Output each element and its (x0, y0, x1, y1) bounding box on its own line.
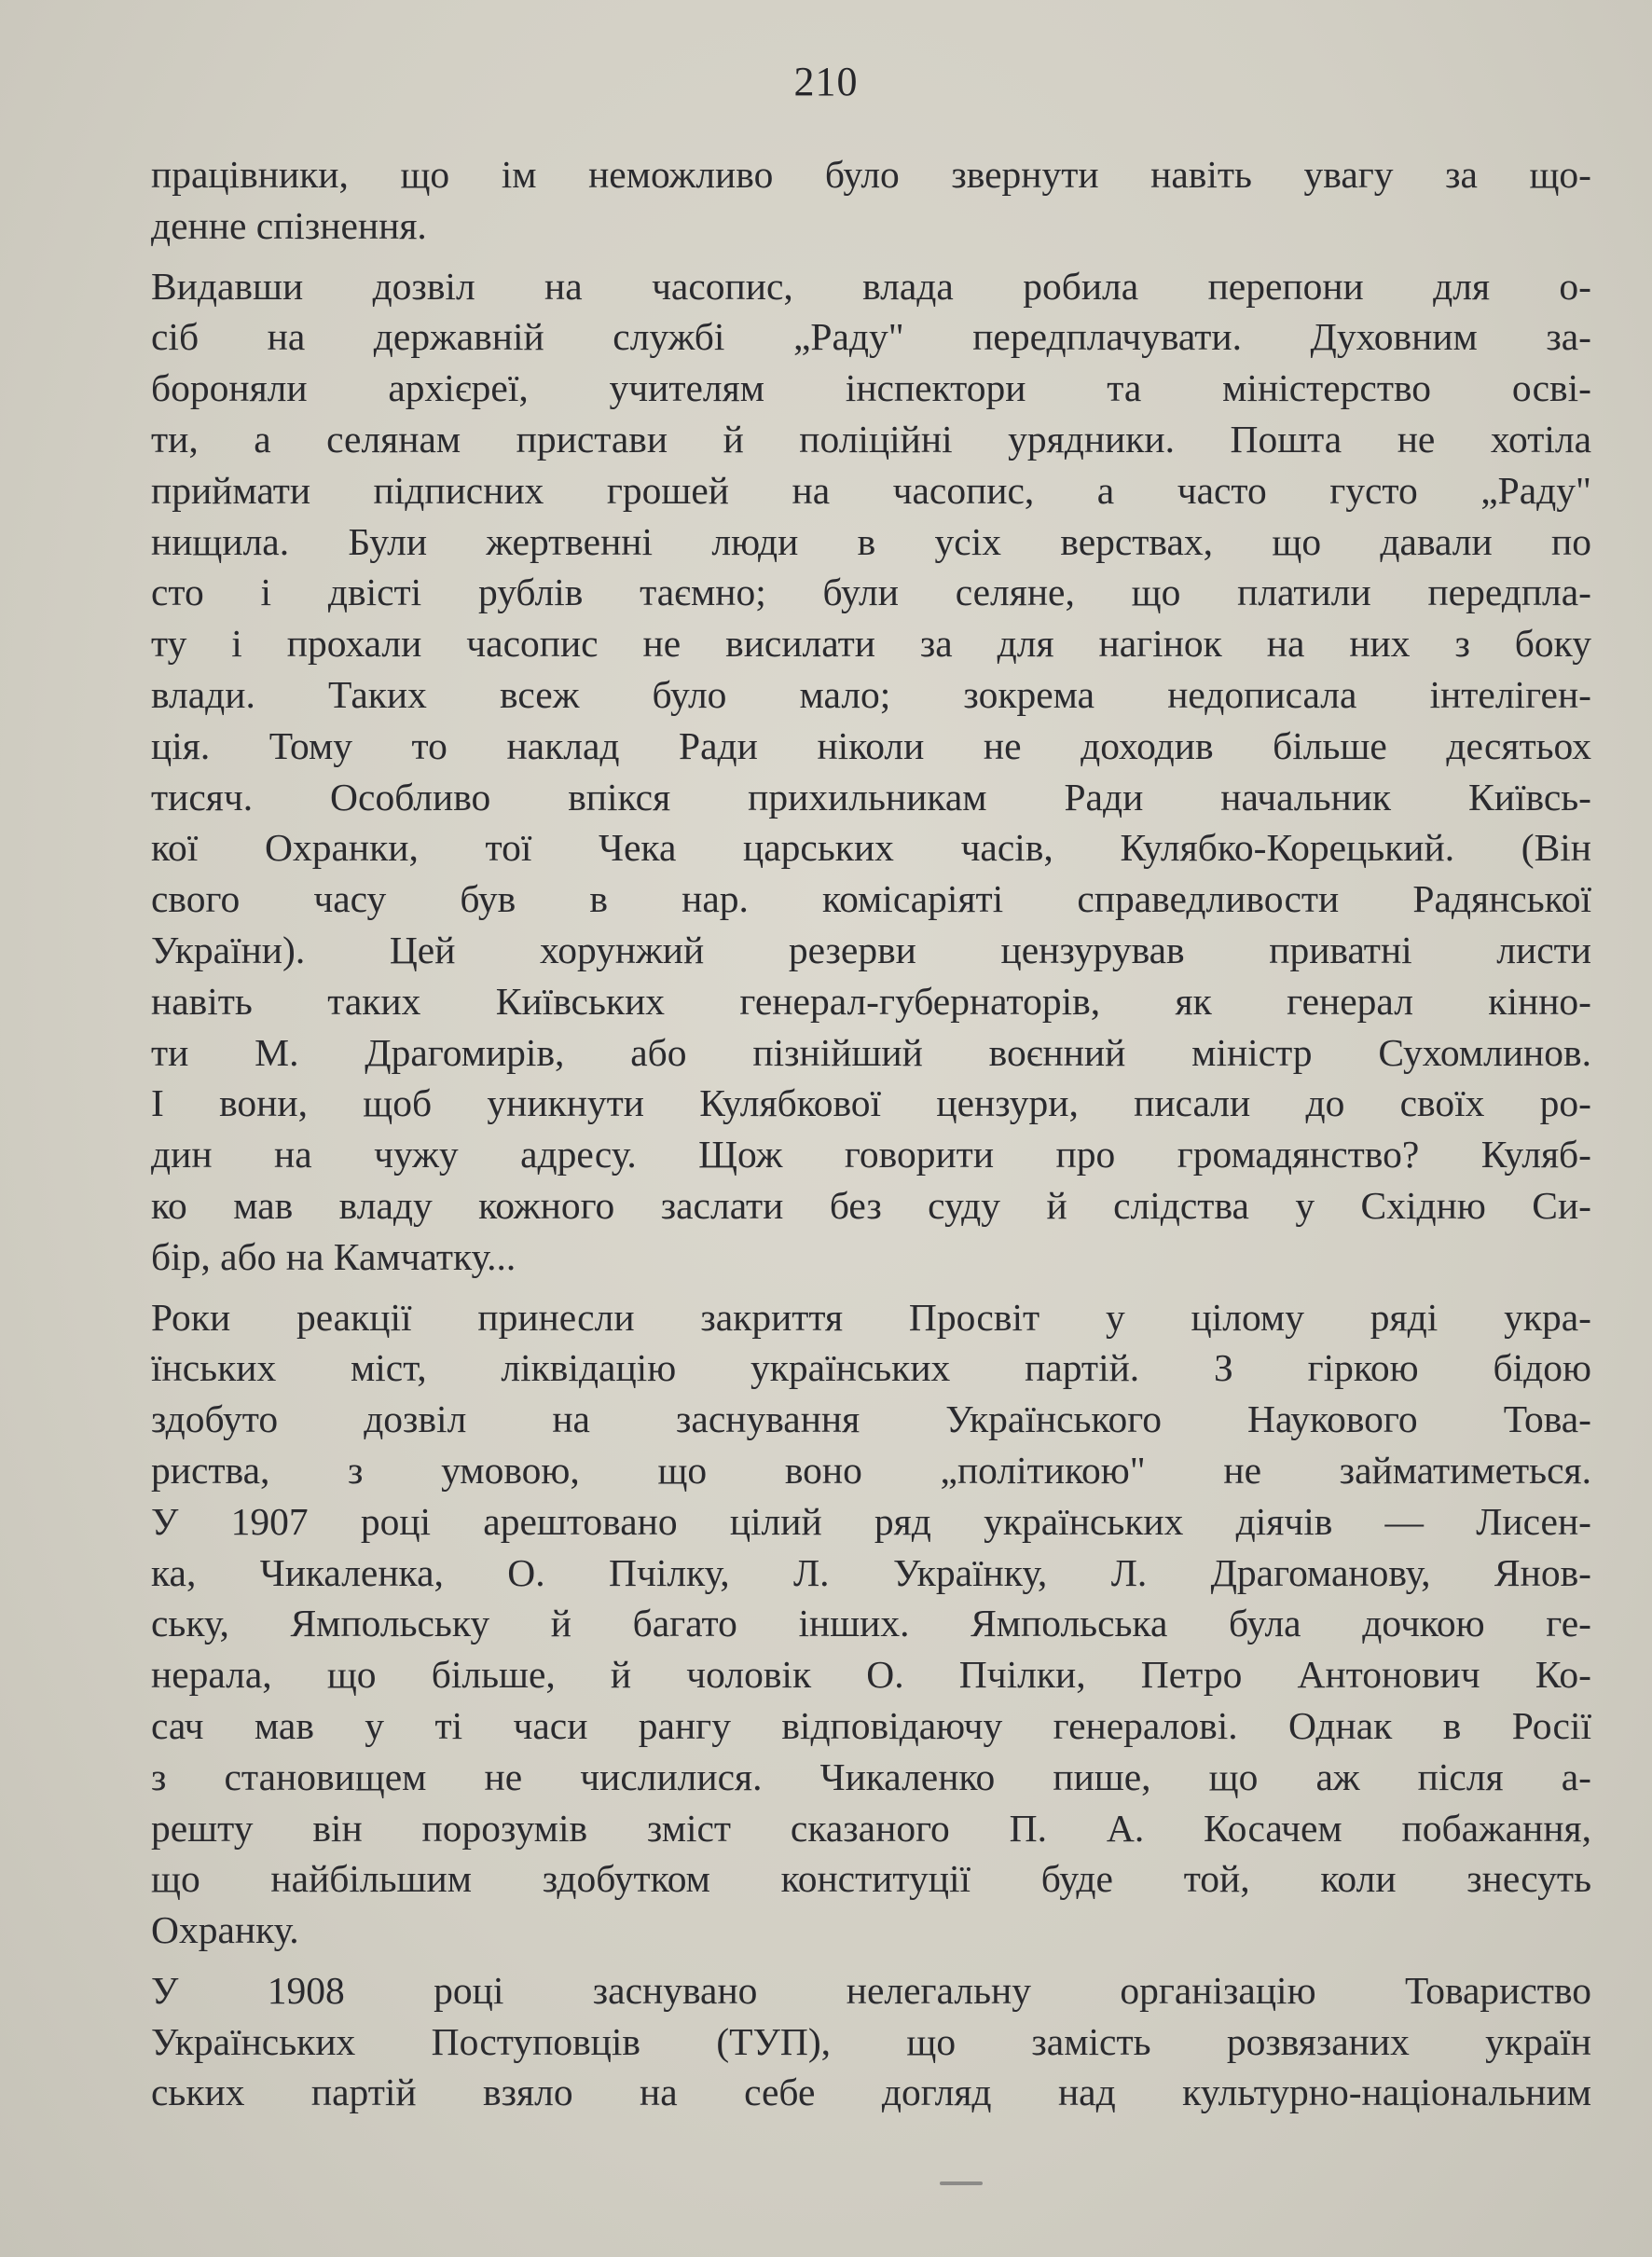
text-line: здобуто дозвіл на заснування Українського Наукового Това- (151, 1397, 1591, 1441)
text-line: ти М. Драгомирів, або пізнійший воєнний міністр Сухомлинов. (151, 1030, 1591, 1074)
text-line: ко мав владу кожного заслати без суду й слідства у Східню Си- (151, 1183, 1591, 1227)
text-line: ську, Ямпольську й багато інших. Ямпольська була дочкою ге- (151, 1602, 1591, 1645)
text-line: Українських Поступовців (ТУП), що замість розвязаних україн (151, 2019, 1591, 2063)
text-line: працівники, що ім неможливо було звернути навіть увагу за що- (151, 153, 1591, 196)
ink-mark (940, 2181, 983, 2185)
text-line: навіть таких Київських генерал-губернаторів, як генерал кінно- (151, 979, 1591, 1023)
text-line: ту і прохали часопис не висилати за для нагінок на них з боку (151, 622, 1591, 666)
text-line: Роки реакції принесли закриття Просвіт у цілому ряді укра- (151, 1295, 1591, 1339)
text-line: У 1908 році заснувано нелегальну організацію Товариство (151, 1968, 1591, 2012)
text-line: бороняли архієреї, учителям інспектори та міністерство осві- (151, 366, 1591, 410)
text-line: з становищем не числилися. Чикаленко пише, що аж після а- (151, 1755, 1591, 1798)
text-line: риства, з умовою, що воно „політикою" не займатиметься. (151, 1448, 1591, 1492)
text-line: решту він порозумів зміст сказаного П. А. Косачем побажання, (151, 1806, 1591, 1850)
text-line: сіб на державній службі „Раду" передплачувати. Духовним за- (151, 315, 1591, 359)
text-line: Охранку. (151, 1908, 299, 1952)
text-line: нищила. Були жертвенні люди в усіх верствах, що давали по (151, 519, 1591, 563)
text-line: сач мав у ті часи рангу відповідаючу генералові. Однак в Росії (151, 1703, 1591, 1747)
text-line: нерала, що більше, й чоловік О. Пчілки, Петро Антонович Ко- (151, 1653, 1591, 1697)
text-line: У 1907 році арештовано цілий ряд українських діячів — Лисен- (151, 1499, 1591, 1543)
text-line: сто і двісті рублів таємно; були селяне, що платили передпла- (151, 571, 1591, 614)
text-line: ти, а селянам пристави й поліційні урядники. Пошта не хотіла (151, 417, 1591, 461)
text-line: Видавши дозвіл на часопис, влада робила перепони для о- (151, 264, 1591, 308)
text-line: І вони, щоб уникнути Кулябкової цензури, писали до своїх ро- (151, 1081, 1591, 1125)
text-line: дин на чужу адресу. Щож говорити про громадянство? Куляб- (151, 1133, 1591, 1177)
text-line: приймати підписних грошей на часопис, а часто густо „Раду" (151, 468, 1591, 512)
text-line: що найбільшим здобутком конституції буде той, коли знесуть (151, 1857, 1591, 1901)
page-number: 210 (793, 59, 859, 104)
text-line: ція. Тому то наклад Ради ніколи не доходив більше десятьох (151, 723, 1591, 767)
text-line: бір, або на Камчатку... (151, 1234, 516, 1278)
text-line: тисяч. Особливо впікся прихильникам Ради начальник Київсь- (151, 775, 1591, 819)
text-line: їнських міст, ліквідацію українських партій. З гіркою бідою (151, 1346, 1591, 1390)
body-text (151, 149, 1591, 2118)
text-line: ських партій взяло на себе догляд над культурно-національним (151, 2071, 1591, 2114)
text-line: свого часу був в нар. комісаріяті справедливости Радянської (151, 877, 1591, 921)
text-line: кої Охранки, тої Чека царських часів, Кулябко-Корецький. (Він (151, 826, 1591, 870)
text-line: денне спізнення. (151, 203, 427, 247)
text-line: влади. Таких всеж було мало; зокрема недописала інтеліген- (151, 672, 1591, 716)
text-line: України). Цей хорунжий резерви цензурував приватні листи (151, 928, 1591, 971)
text-line: ка, Чикаленка, О. Пчілку, Л. Українку, Л. Драгоманову, Янов- (151, 1550, 1591, 1594)
